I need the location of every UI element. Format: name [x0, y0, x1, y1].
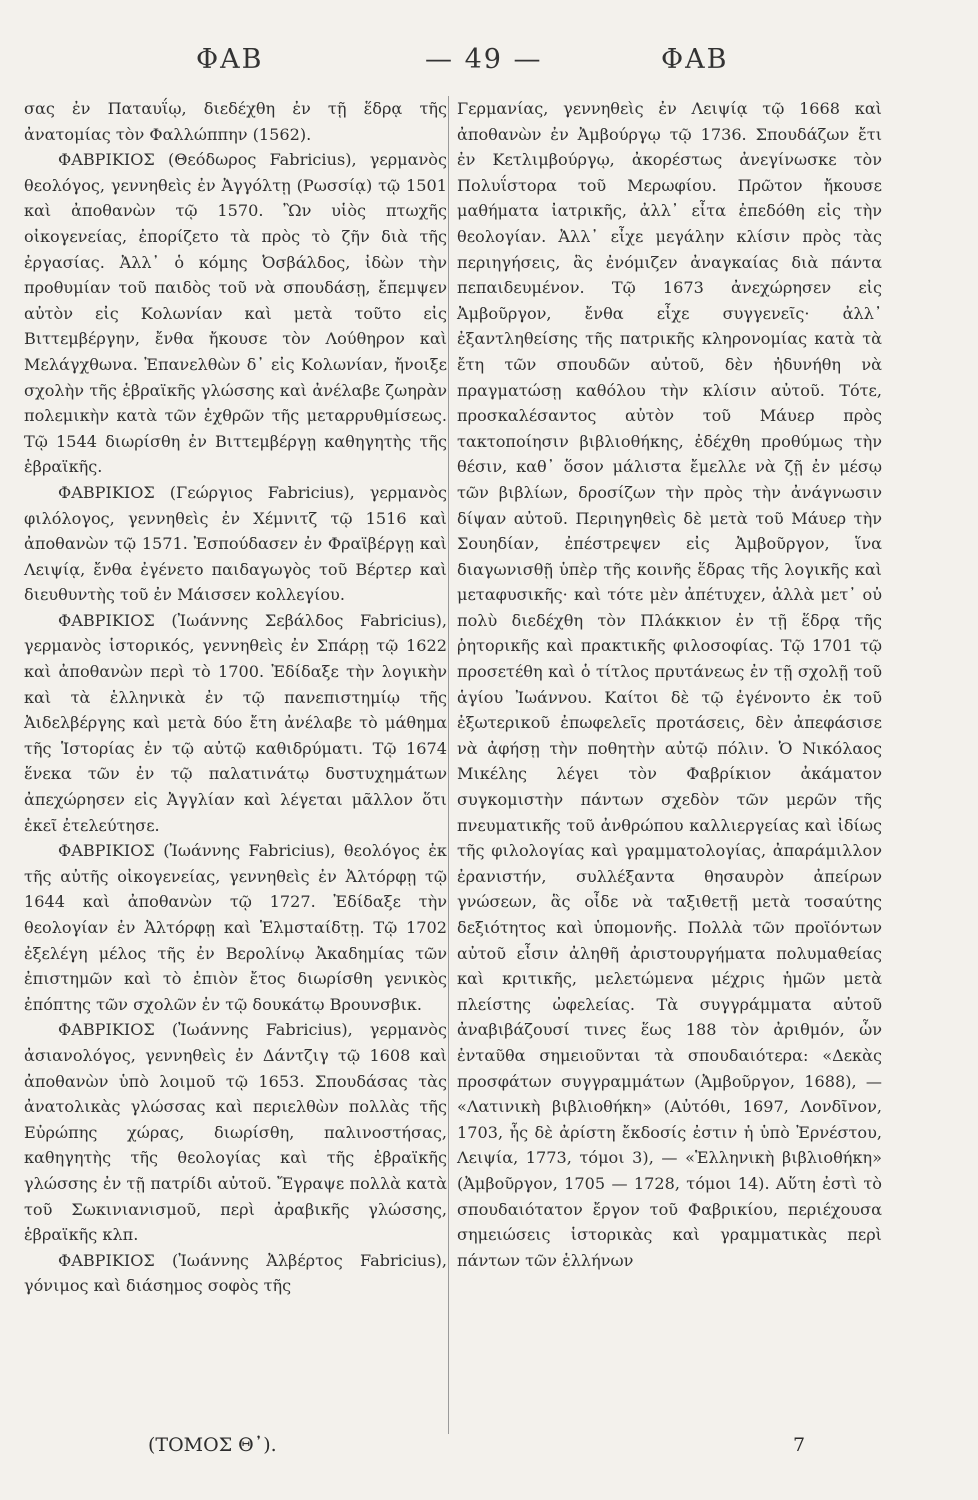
entry-fabricius-ioannes-albertos: ΦΑΒΡΙΚΙΟΣ (Ἰωάννης Ἀλβέρτος Fabricius), γόνιμος καὶ διάσημος σοφὸς τῆς [24, 1250, 447, 1296]
page-footer [0, 1434, 978, 1470]
entry-fabricius-theodoros: ΦΑΒΡΙΚΙΟΣ (Θεόδωρος Fabricius), γερμανὸς θεολόγος, γεννηθεὶς ἐν Ἀγγόλτῃ (Ρωσσίᾳ) τῷ 1501 καὶ ἀποθανὼν τῷ 1570. Ὢν υἱὸς πτωχῆς οἰκογενείας, ἐπορίζετο τὰ πρὸς τὸ ζῆν διὰ τῆς ἐργασίας. Ἀλλ᾽ ὁ κόμης Ὀσβάλδος, ἰδὼν τὴν προθυμίαν τοῦ παιδὸς τοῦ νὰ σπουδάσῃ, ἔπεμψεν αὐτὸν εἰς Κολωνίαν καὶ μετὰ τοῦτο εἰς Βιττεμβέργην, ἔνθα ἤκουσε τὸν Λούθηρον καὶ Μελάγχθωνα. Ἐπανελθὼν δ᾽ εἰς Κολωνίαν, ἤνοιξε σχολὴν τῆς ἑβραϊκῆς γλώσσης καὶ ἀνέλαβε ζωηρὰν πολεμικὴν κατὰ τῶν ἐχθρῶν τῆς μεταρρυθμίσεως. Τῷ 1544 διωρίσθη ἐν Βιττεμβέργῃ καθηγητὴς τῆς ἑβραϊκῆς. [24, 150, 447, 477]
entry-fabricius-ioannes-sebaldos: ΦΑΒΡΙΚΙΟΣ (Ἰωάννης Σεβάλδος Fabricius), γερμανὸς ἱστορικός, γεννηθεὶς ἐν Σπάρῃ τῷ 1622 καὶ ἀποθανὼν περὶ τὸ 1700. Ἐδίδαξε τὴν λογικὴν καὶ τὰ ἑλληνικὰ ἐν τῷ πανεπιστημίῳ τῆς Ἀιδελβέργης καὶ μετὰ δύο ἔτη ἀνέλαβε τὸ μάθημα τῆς Ἱστορίας ἐν τῷ αὐτῷ καθιδρύματι. Τῷ 1674 ἕνεκα τῶν ἐν τῷ παλατινάτῳ δυστυχημάτων ἀπεχώρησεν εἰς Ἀγγλίαν καὶ λέγεται μᾶλλον ὅτι ἐκεῖ ἐτελεύτησε. [24, 610, 447, 835]
signature-mark: 7 [793, 1434, 806, 1456]
header-left-guideword: ΦΑΒ [196, 44, 264, 75]
volume-label: (ΤΟΜΟΣ Θ᾽). [148, 1434, 277, 1456]
column-divider [448, 96, 449, 1434]
page-header [0, 44, 978, 84]
entry-continuation: σας ἐν Παταυΐῳ, διεδέχθη ἐν τῇ ἕδρᾳ τῆς ἀνατομίας τὸν Φαλλώππην (1562). [24, 99, 447, 144]
page-number: — 49 — [425, 44, 543, 75]
right-column [457, 96, 882, 1273]
entry-fabricius-ioannes-theologian: ΦΑΒΡΙΚΙΟΣ (Ἰωάννης Fabricius), θεολόγος ἐκ τῆς αὐτῆς οἰκογενείας, γεννηθεὶς ἐν Ἀλτόρφῃ τῷ 1644 καὶ ἀποθανὼν τῷ 1727. Ἐδίδαξε τὴν θεολογίαν ἐν Ἀλτόρφῃ καὶ Ἑλμσταίδτῃ. Τῷ 1702 ἐξελέγη μέλος τῆς ἐν Βερολίνῳ Ἀκαδημίας τῶν ἐπιστημῶν καὶ τὸ ἐπιὸν ἔτος διωρίσθη γενικὸς ἐπόπτης τῶν σχολῶν ἐν τῷ δουκάτῳ Βρουνσβικ. [24, 841, 447, 1014]
entry-fabricius-georgios: ΦΑΒΡΙΚΙΟΣ (Γεώργιος Fabricius), γερμανὸς φιλόλογος, γεννηθεὶς ἐν Χέμνιτζ τῷ 1516 καὶ ἀποθανὼν τῷ 1571. Ἐσπούδασεν ἐν Φραϊβέργῃ καὶ Λειψίᾳ, ἔνθα ἐγένετο παιδαγωγὸς τοῦ Βέρτερ καὶ διευθυντὴς τοῦ ἐν Μάισσεν κολλεγίου. [24, 482, 447, 605]
entry-fabricius-ioannes-orientalist: ΦΑΒΡΙΚΙΟΣ (Ἰωάννης Fabricius), γερμανὸς ἀσιανολόγος, γεννηθεὶς ἐν Δάντζιγ τῷ 1608 καὶ ἀποθανὼν ὑπὸ λοιμοῦ τῷ 1653. Σπουδάσας τὰς ἀνατολικὰς γλώσσας καὶ περιελθὼν πολλὰς τῆς Εὐρώπης χώρας, διωρίσθη, παλινοστήσας, καθηγητὴς τῆς θεολογίας καὶ τῆς ἑβραϊκῆς γλώσσης ἐν τῇ πατρίδι αὐτοῦ. Ἔγραψε πολλὰ κατὰ τοῦ Σωκινιανισμοῦ, περὶ ἀραβικῆς γλώσσης, ἑβραϊκῆς κλπ. [24, 1020, 447, 1245]
entry-continuation: Γερμανίας, γεννηθεὶς ἐν Λειψίᾳ τῷ 1668 καὶ ἀποθανὼν ἐν Ἀμβούργῳ τῷ 1736. Σπουδάζων ἔτι ἐν Κετλιμβούργῳ, ἀκορέστως ἀνεγίνωσκε τὸν Πολυΐστορα τοῦ Μερωφίου. Πρῶτον ἤκουσε μαθήματα ἰατρικῆς, ἀλλ᾽ εἶτα ἐπεδόθη εἰς τὴν θεολογίαν. Ἀλλ᾽ εἶχε μεγάλην κλίσιν πρὸς τὰς περιηγήσεις, ἃς ἐνόμιζεν ἀναγκαίας διὰ πάντα πεπαιδευμένον. Τῷ 1673 ἀνεχώρησεν εἰς Ἀμβοῦργον, ἔνθα εἶχε συγγενεῖς· ἀλλ᾽ ἐξαντληθείσης τῆς πατρικῆς κληρονομίας κατὰ τὰ ἔτη τῶν σπουδῶν αὐτοῦ, δὲν ἠδυνήθη νὰ πραγματώσῃ καθόλου τὴν κλίσιν αὐτοῦ. Τότε, προσκαλέσαντος αὐτὸν τοῦ Μάυερ πρὸς τακτοποίησιν βιβλιοθήκης, ἐδέχθη προθύμως τὴν θέσιν, καθ᾽ ὅσον μάλιστα ἔμελλε νὰ ζῇ ἐν μέσῳ τῶν βιβλίων, δροσίζων τὴν πρὸς τὴν ἀνάγνωσιν δίψαν αὐτοῦ. Περιηγηθεὶς δὲ μετὰ τοῦ Μάυερ τὴν Σουηδίαν, ἐπέστρεψεν εἰς Ἀμβοῦργον, ἵνα διαγωνισθῇ ὑπὲρ τῆς κοινῆς ἕδρας τῆς λογικῆς καὶ μεταφυσικῆς· καὶ τότε μὲν ἀπέτυχεν, ἀλλὰ μετ᾽ οὐ πολὺ διεδέχθη τὸν Πλάκκιον ἐν τῇ ἕδρᾳ τῆς ῥητορικῆς καὶ πρακτικῆς φιλοσοφίας. Τῷ 1701 τῷ προσετέθη καὶ ὁ τίτλος πρυτάνεως ἐν τῇ σχολῇ τοῦ ἁγίου Ἰωάννου. Καίτοι δὲ τῷ ἐγένοντο ἐκ τοῦ ἐξωτερικοῦ ἐπωφελεῖς προτάσεις, δὲν ἀπεφάσισε νὰ ἀφήσῃ τὴν ποθητὴν αὐτῷ πόλιν. Ὁ Νικόλαος Μικέλης λέγει τὸν Φαβρίκιον ἀκάματον συγκομιστὴν πάντων σχεδὸν τῶν μερῶν τῆς πνευματικῆς τοῦ ἀνθρώπου καλλιεργείας καὶ ἰδίως τῆς φιλολογίας καὶ γραμματολογίας, ἀπαράμιλλον ἐρανιστήν, συλλέξαντα θησαυρὸν ἀπείρων γνώσεων, ἃς οἶδε νὰ ταξιθετῇ μετὰ τοσαύτης δεξιότητος καὶ ὑπομονῆς. Πολλὰ τῶν προϊόντων αὐτοῦ εἶσιν ἀληθῆ ἀριστουργήματα πολυμαθείας καὶ κριτικῆς, μελετώμενα μέχρις ἡμῶν μετὰ πλείστης ὠφελείας. Τὰ συγγράμματα αὐτοῦ ἀναβιβάζουσί τινες ἕως 188 τὸν ἀριθμόν, ὧν ἐνταῦθα σημειοῦνται τὰ σπουδαιότερα: «Δεκὰς προσφάτων συγγραμμάτων (Ἀμβοῦργον, 1688), — «Λατινικὴ βιβλιοθήκη» (Αὐτόθι, 1697, Λονδῖνον, 1703, ἧς δὲ ἀρίστη ἔκδοσίς ἐστιν ἡ ὑπὸ Ἐρνέστου, Λειψία, 1773, τόμοι 3), — «Ἑλληνικὴ βιβλιοθήκη» (Ἀμβοῦργον, 1705 — 1728, τόμοι 14). Αὕτη ἐστὶ τὸ σπουδαιότατον ἔργον τοῦ Φαβρικίου, περιέχουσα σημειώσεις ἱστορικὰς καὶ γραμματικὰς περὶ πάντων τῶν ἑλλήνων [457, 99, 882, 1270]
header-right-guideword: ΦΑΒ [661, 44, 729, 75]
left-column [24, 96, 447, 1299]
